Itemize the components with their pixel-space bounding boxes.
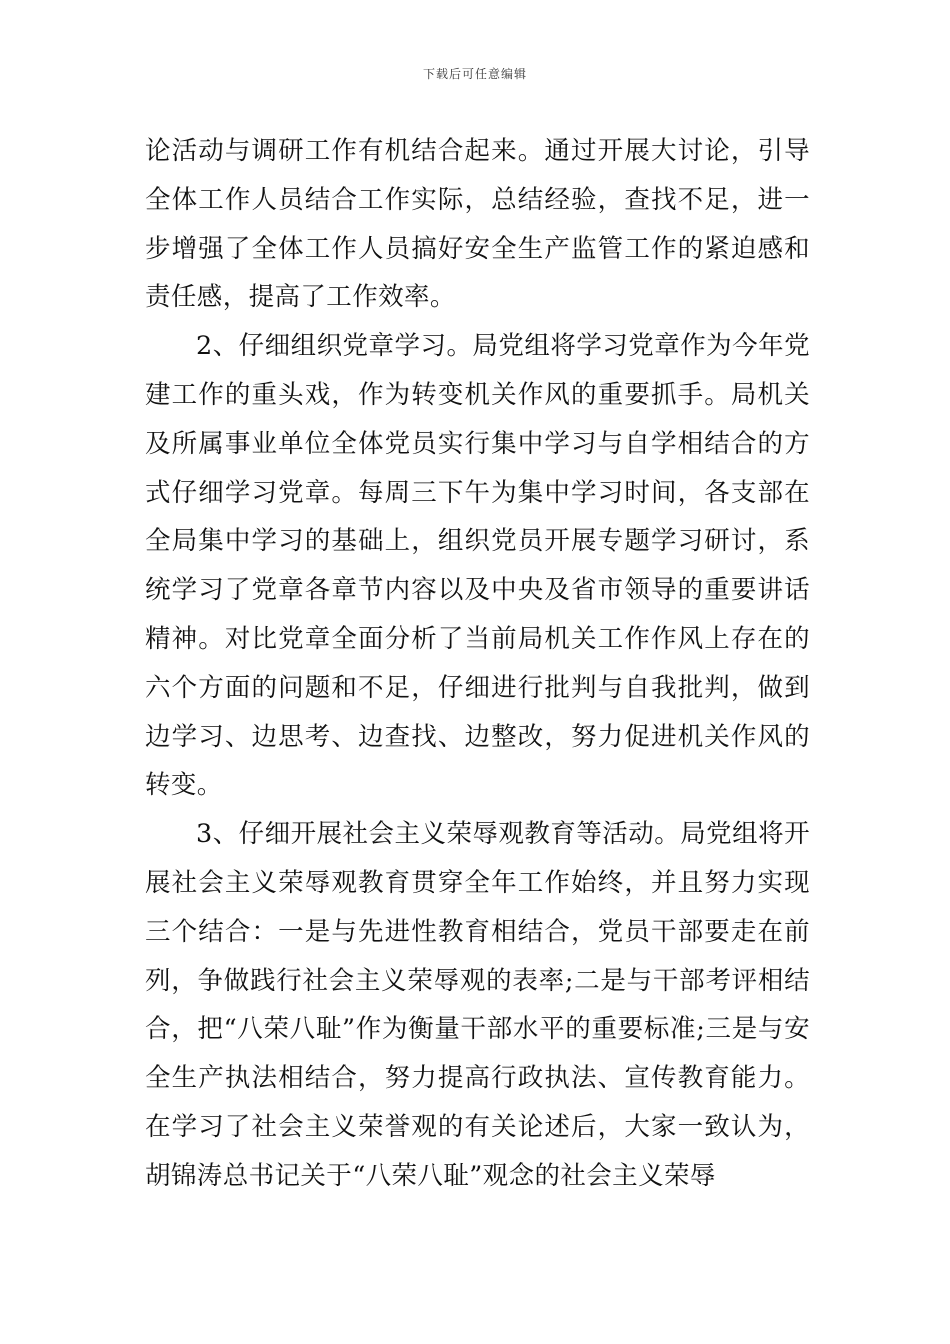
paragraph-continued: 论活动与调研工作有机结合起来。通过开展大讨论，引导全体工作人员结合工作实际，总结经验，查找不足，进一步增强了全体工作人员搞好安全生产监管工作的紧迫感和责任感，提高了工作效率。 <box>145 136 810 313</box>
paragraph-honor-disgrace-education: 3、仔细开展社会主义荣辱观教育等活动。局党组将开展社会主义荣辱观教育贯穿全年工作始终，并且努力实现三个结合：一是与先进性教育相结合，党员干部要走在前列，争做践行社会主义荣辱观的表率;二是与干部考评相结合，把“八荣八耻”作为衡量干部水平的重要标准;三是与安全生产执法相结合，努力提高行政执法、宣传教育能力。在学习了社会主义荣誉观的有关论述后，大家一致认为，胡锦涛总书记关于“八荣八耻”观念的社会主义荣辱 <box>145 819 810 1191</box>
document-body <box>145 127 810 1201</box>
paragraph-party-constitution-study: 2、仔细组织党章学习。局党组将学习党章作为今年党建工作的重头戏，作为转变机关作风的重要抓手。局机关及所属事业单位全体党员实行集中学习与自学相结合的方式仔细学习党章。每周三下午为集中学习时间，各支部在全局集中学习的基础上，组织党员开展专题学习研讨，系统学习了党章各章节内容以及中央及省市领导的重要讲话精神。对比党章全面分析了当前局机关工作作风上存在的六个方面的问题和不足，仔细进行批判与自我批判，做到边学习、边思考、边查找、边整改，努力促进机关作风的转变。 <box>145 331 810 801</box>
header-note: 下载后可任意编辑 <box>422 67 527 81</box>
